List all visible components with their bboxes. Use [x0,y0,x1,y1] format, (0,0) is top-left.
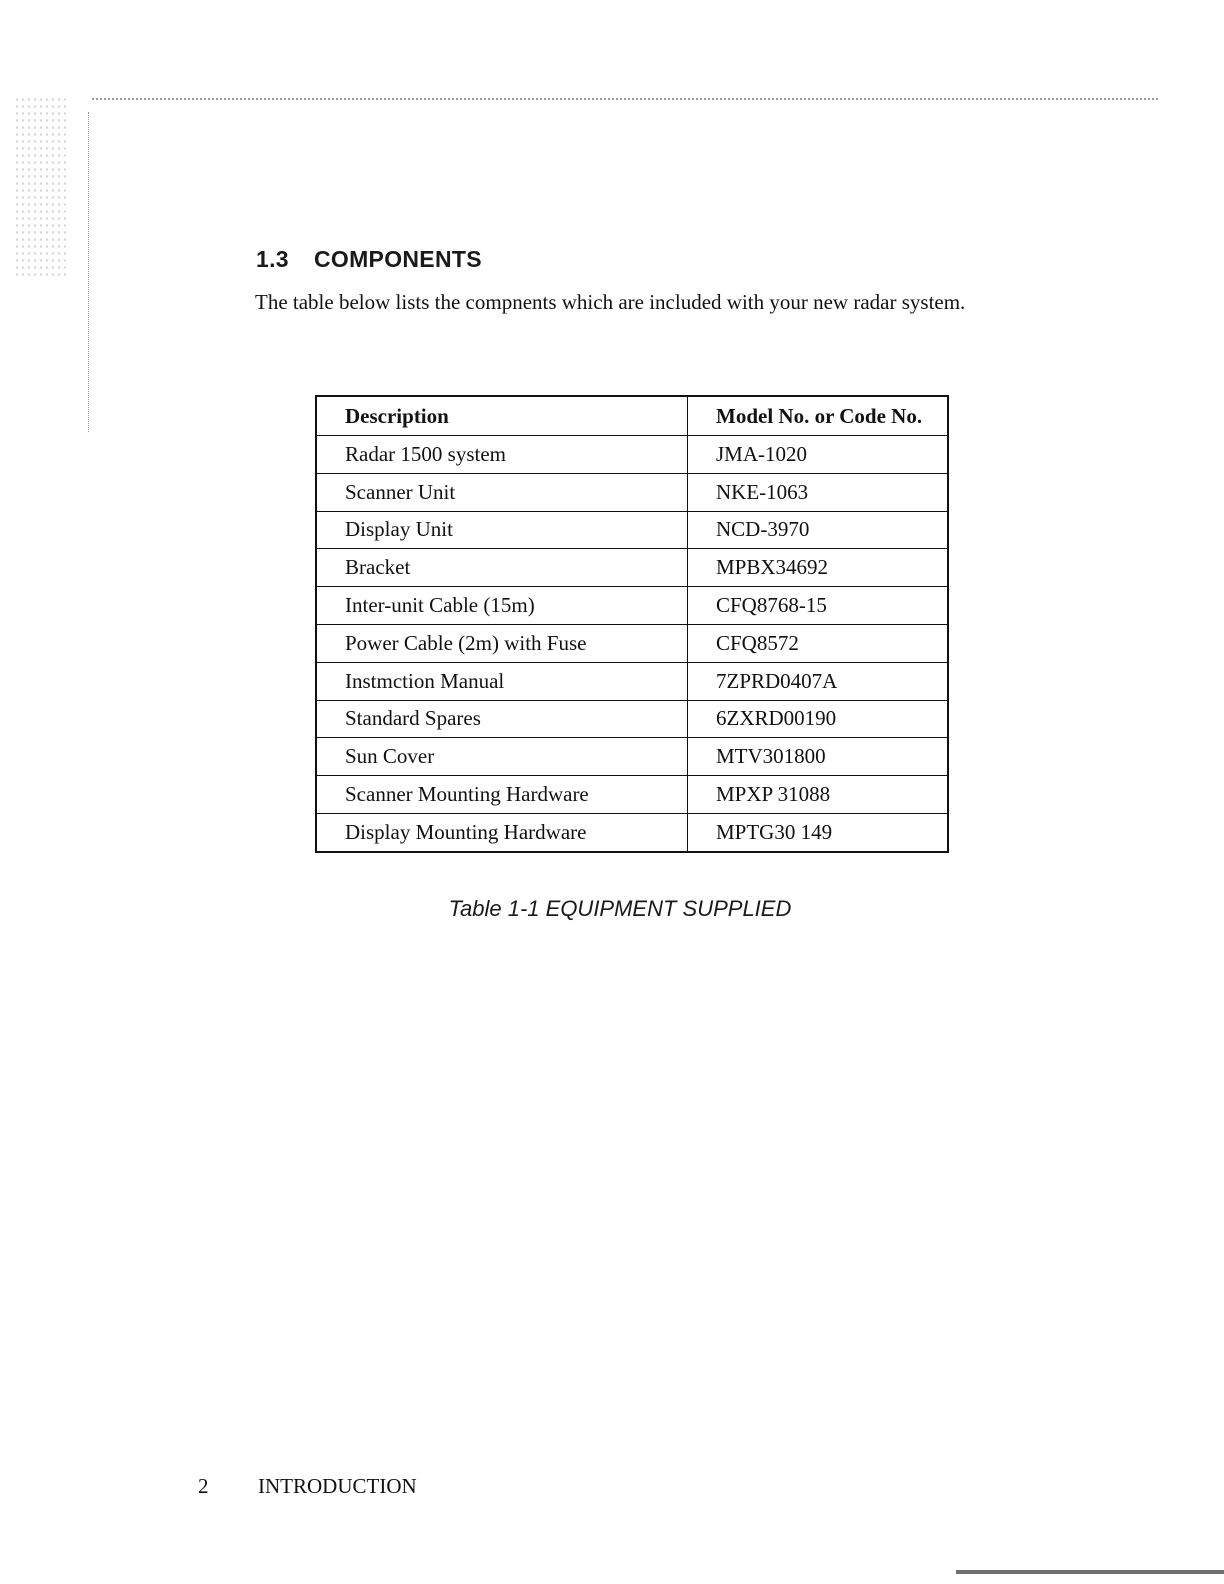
chapter-name: INTRODUCTION [258,1474,417,1498]
cell-description: Display Mounting Hardware [316,813,688,851]
page-number: 2 [198,1474,209,1498]
page-footer [198,1474,417,1499]
table-row [316,813,948,851]
cell-description: Standard Spares [316,700,688,738]
table-row [316,662,948,700]
table-row [316,624,948,662]
cell-description: Scanner Unit [316,473,688,511]
header-description: Description [316,396,688,436]
cell-model-no: CFQ8768-15 [688,587,949,625]
cell-model-no: MPXP 31088 [688,776,949,814]
cell-description: Power Cable (2m) with Fuse [316,624,688,662]
cell-model-no: MPBX34692 [688,549,949,587]
cell-description: Display Unit [316,511,688,549]
cell-model-no: NCD-3970 [688,511,949,549]
cell-model-no: CFQ8572 [688,624,949,662]
scan-artifact-top-line [92,98,1158,100]
scan-noise-left [14,96,66,276]
table-row [316,436,948,474]
equipment-table [315,395,949,853]
cell-model-no: MTV301800 [688,738,949,776]
scan-artifact-left-line [88,112,89,432]
header-model-no: Model No. or Code No. [688,396,949,436]
cell-description: Sun Cover [316,738,688,776]
cell-model-no: MPTG30 149 [688,813,949,851]
cell-description: Radar 1500 system [316,436,688,474]
table-header-row [316,396,948,436]
cell-description: Inter-unit Cable (15m) [316,587,688,625]
section-number: 1.3 [256,246,289,272]
table-row [316,511,948,549]
scan-artifact-bottom-bar [956,1570,1224,1574]
section-title: COMPONENTS [314,246,482,272]
table-row [316,549,948,587]
table-row [316,700,948,738]
cell-model-no: JMA-1020 [688,436,949,474]
cell-description: Instmction Manual [316,662,688,700]
table-row [316,473,948,511]
table-row [316,587,948,625]
section-heading [256,246,482,273]
table-row [316,738,948,776]
cell-model-no: NKE-1063 [688,473,949,511]
cell-model-no: 6ZXRD00190 [688,700,949,738]
cell-model-no: 7ZPRD0407A [688,662,949,700]
cell-description: Scanner Mounting Hardware [316,776,688,814]
intro-paragraph: The table below lists the compnents which are included with your new radar system. [255,290,966,314]
table-caption: Table 1-1 EQUIPMENT SUPPLIED [448,896,792,921]
table-row [316,776,948,814]
cell-description: Bracket [316,549,688,587]
